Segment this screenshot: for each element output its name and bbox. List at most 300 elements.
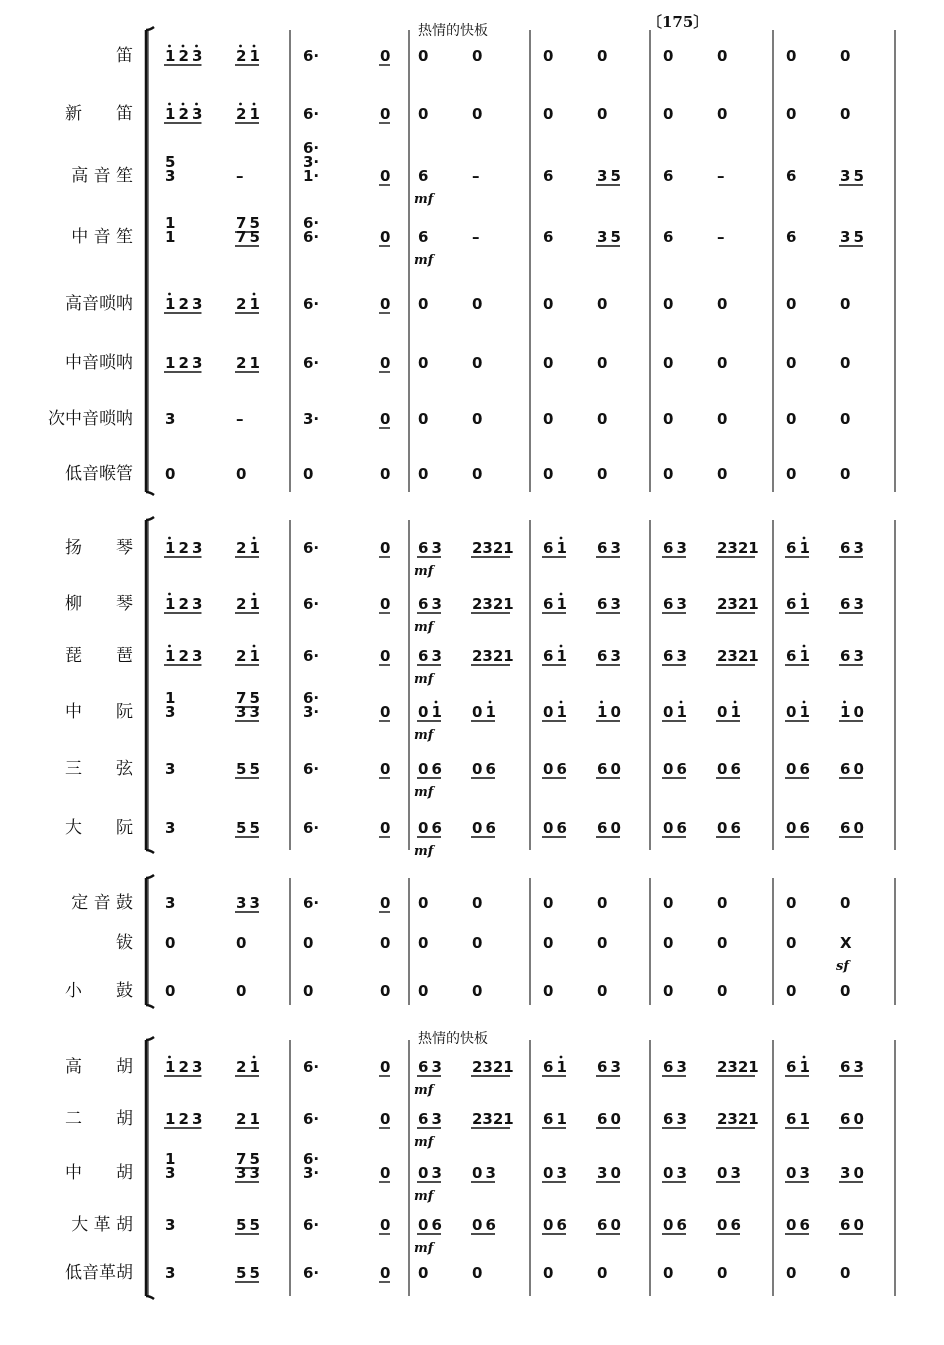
beat xyxy=(471,1164,496,1182)
beamed-notes xyxy=(716,760,741,778)
dynamic-mark: mf xyxy=(414,564,434,579)
beat xyxy=(235,1150,260,1182)
note: 0 xyxy=(840,295,851,313)
beat xyxy=(840,47,850,65)
beat xyxy=(235,760,260,778)
beat xyxy=(379,647,390,665)
note: 6 xyxy=(597,819,608,837)
beamed-notes xyxy=(596,228,621,246)
beamed-notes xyxy=(785,1056,810,1076)
note: 3 xyxy=(597,167,608,185)
beat xyxy=(471,760,496,778)
beat xyxy=(235,894,260,912)
note: 0 xyxy=(786,354,797,372)
beat xyxy=(418,228,428,246)
beamed-notes xyxy=(235,228,260,246)
note: 1 xyxy=(799,1110,810,1128)
note: 0 xyxy=(380,982,391,1000)
beat xyxy=(303,1264,319,1282)
note: 6 xyxy=(840,819,851,837)
note: 5 xyxy=(249,1150,260,1168)
note: 3 xyxy=(165,703,176,721)
note: 6 xyxy=(663,1110,674,1128)
note: 6 xyxy=(418,1058,429,1076)
dynamic-mark: mf xyxy=(414,672,434,687)
beamed-notes xyxy=(785,701,810,721)
note: 3 xyxy=(597,1164,608,1182)
note: 0 xyxy=(380,819,391,837)
note: 5 xyxy=(249,1264,260,1282)
beat xyxy=(165,1216,175,1234)
note: 0 xyxy=(786,934,797,952)
beamed-notes xyxy=(662,1058,687,1076)
note: 3 xyxy=(249,1164,260,1182)
note: 3 xyxy=(485,1164,496,1182)
note: 6 xyxy=(786,1058,797,1076)
instrument-label: 琵 琶 xyxy=(65,646,133,666)
note: 6 xyxy=(597,539,608,557)
beamed-notes xyxy=(662,1216,687,1234)
beat xyxy=(840,105,850,123)
beat xyxy=(418,105,428,123)
note: 5 xyxy=(165,153,176,171)
sustain-dash: – xyxy=(717,228,725,246)
note: 0 xyxy=(610,760,621,778)
note: 2 xyxy=(236,295,247,313)
beat xyxy=(471,701,496,721)
beat xyxy=(303,819,319,837)
dynamic-mark: mf xyxy=(414,1189,434,1204)
note: 6· xyxy=(303,647,320,665)
high-octave-dot xyxy=(560,645,563,648)
note: 1 xyxy=(249,539,260,557)
note: 0 xyxy=(786,1164,797,1182)
high-octave-dot xyxy=(253,593,256,596)
note: 0 xyxy=(610,819,621,837)
note: 3 xyxy=(431,1164,442,1182)
note: 0 xyxy=(786,819,797,837)
note: 1 xyxy=(249,595,260,613)
beat xyxy=(164,1110,202,1128)
note: 3 xyxy=(799,1164,810,1182)
beat xyxy=(839,1058,864,1076)
note: 2 xyxy=(178,105,189,123)
beat xyxy=(839,1110,864,1128)
beamed-notes xyxy=(235,593,260,613)
note: 3 xyxy=(192,105,203,123)
beat xyxy=(165,760,175,778)
note: 0 xyxy=(380,1264,391,1282)
note: 0 xyxy=(472,760,483,778)
beat xyxy=(597,295,607,313)
beat xyxy=(662,539,687,557)
beat xyxy=(165,819,175,837)
note: 6 xyxy=(840,1110,851,1128)
note: 1 xyxy=(556,1058,567,1076)
note: 0 xyxy=(840,465,851,483)
beat xyxy=(542,760,567,778)
note: 6 xyxy=(786,1110,797,1128)
beamed-notes xyxy=(417,701,442,721)
beat xyxy=(165,1264,175,1282)
note: 6· xyxy=(303,354,320,372)
note: 0 xyxy=(543,410,554,428)
note: 0 xyxy=(853,703,864,721)
note: 3 xyxy=(236,894,247,912)
beat xyxy=(165,214,175,246)
beat xyxy=(596,595,621,613)
note: 6 xyxy=(786,595,797,613)
beat xyxy=(165,689,175,721)
staff-row xyxy=(164,645,864,687)
beat xyxy=(716,819,741,837)
beat xyxy=(786,167,796,185)
note: 0 xyxy=(663,934,674,952)
note: 5 xyxy=(249,228,260,246)
note: 0 xyxy=(543,1164,554,1182)
beat xyxy=(717,105,727,123)
beat xyxy=(717,1264,727,1282)
note: 6 xyxy=(543,595,554,613)
note: 6 xyxy=(840,1216,851,1234)
note: 3 xyxy=(610,595,621,613)
note: 6 xyxy=(663,1058,674,1076)
note: 2321 xyxy=(717,595,759,613)
beat xyxy=(164,1056,202,1076)
beat xyxy=(597,1264,607,1282)
note: 0 xyxy=(380,1164,391,1182)
beat xyxy=(235,819,260,837)
beamed-notes xyxy=(164,45,202,65)
beamed-notes xyxy=(662,539,687,557)
note: 6 xyxy=(730,819,741,837)
beamed-notes xyxy=(235,1164,260,1182)
beamed-notes xyxy=(417,1058,442,1076)
note: 1 xyxy=(597,703,608,721)
beamed-notes xyxy=(839,760,864,778)
beamed-notes xyxy=(164,1056,202,1076)
beat xyxy=(596,760,621,778)
instrument-label: 低音喉管 xyxy=(65,464,133,484)
note: 6 xyxy=(597,1110,608,1128)
beamed-notes xyxy=(785,593,810,613)
note: 0 xyxy=(418,982,429,1000)
note: 6 xyxy=(799,1216,810,1234)
note: 6 xyxy=(786,167,797,185)
note: 0 xyxy=(717,105,728,123)
beat xyxy=(596,1110,621,1128)
note: 3· xyxy=(303,153,320,171)
note: 6· xyxy=(303,595,320,613)
note: 2 xyxy=(178,539,189,557)
instrument-label: 小 鼓 xyxy=(65,981,133,1001)
note: 6 xyxy=(840,760,851,778)
beat xyxy=(235,689,260,721)
note: 0 xyxy=(840,1264,851,1282)
note: 6· xyxy=(303,47,320,65)
high-octave-dot xyxy=(253,293,256,296)
beat xyxy=(379,228,390,246)
beat xyxy=(471,539,514,557)
beat xyxy=(840,465,850,483)
beat xyxy=(164,645,202,665)
note: 0 xyxy=(853,1216,864,1234)
high-octave-dot xyxy=(168,537,171,540)
note: 0 xyxy=(543,1264,554,1282)
note: 6· xyxy=(303,689,320,707)
beat xyxy=(543,167,553,185)
beat xyxy=(379,595,390,613)
note: 0 xyxy=(597,354,608,372)
note: 7 xyxy=(236,228,247,246)
beamed-notes xyxy=(839,819,864,837)
note: 1 xyxy=(431,703,442,721)
note: 6 xyxy=(786,647,797,665)
beat xyxy=(840,982,850,1000)
note: 1 xyxy=(165,214,176,232)
note: 0 xyxy=(597,465,608,483)
beat xyxy=(663,410,673,428)
beat xyxy=(597,354,607,372)
note: 0 xyxy=(380,894,391,912)
note: 1 xyxy=(165,647,176,665)
beat xyxy=(379,47,390,65)
note: 1 xyxy=(799,647,810,665)
note: 2 xyxy=(178,647,189,665)
note: 0 xyxy=(663,1164,674,1182)
beamed-notes xyxy=(785,1164,810,1182)
note: 0 xyxy=(380,167,391,185)
beat xyxy=(597,465,607,483)
beamed-notes xyxy=(471,1164,496,1182)
note: 1 xyxy=(165,595,176,613)
beat xyxy=(542,645,567,665)
note: 6 xyxy=(840,1058,851,1076)
note: 0 xyxy=(472,465,483,483)
beat xyxy=(379,894,390,912)
tempo-mark-bowed: 热情的快板 xyxy=(418,1031,488,1047)
beamed-notes xyxy=(596,595,621,613)
staff-row xyxy=(165,214,864,268)
note: 1 xyxy=(165,689,176,707)
note: 5 xyxy=(853,228,864,246)
beat xyxy=(542,701,567,721)
note: 6 xyxy=(597,760,608,778)
staff-row xyxy=(164,293,850,313)
beamed-notes xyxy=(542,701,567,721)
beamed-notes xyxy=(235,1264,260,1282)
note: 0 xyxy=(380,465,391,483)
note: 5 xyxy=(249,689,260,707)
note: 0 xyxy=(786,1264,797,1282)
beat xyxy=(662,1110,687,1128)
beat xyxy=(164,537,202,557)
beat xyxy=(165,934,175,952)
dynamic-mark: mf xyxy=(414,1241,434,1256)
beamed-notes xyxy=(542,1216,567,1234)
beamed-notes xyxy=(716,1058,759,1076)
beat xyxy=(379,1264,390,1282)
beat xyxy=(663,105,673,123)
note: 0 xyxy=(597,410,608,428)
beamed-notes xyxy=(839,647,864,665)
note: 0 xyxy=(303,934,314,952)
high-octave-dot xyxy=(843,701,846,704)
beat xyxy=(785,645,810,665)
beat xyxy=(543,354,553,372)
beamed-notes xyxy=(417,1164,442,1182)
note: 0 xyxy=(303,465,314,483)
note-content xyxy=(164,45,864,1282)
note: 6· xyxy=(303,105,320,123)
beat xyxy=(716,760,741,778)
note: 1 xyxy=(556,595,567,613)
note: 6· xyxy=(303,1150,320,1168)
note: 0 xyxy=(543,982,554,1000)
high-octave-dot xyxy=(435,701,438,704)
beat xyxy=(786,105,796,123)
note: 3 xyxy=(840,167,851,185)
sustain-dash: – xyxy=(472,228,480,246)
beat xyxy=(165,982,175,1000)
note: 0 xyxy=(418,1164,429,1182)
note: 0 xyxy=(165,934,176,952)
note: 0 xyxy=(543,894,554,912)
staff-row xyxy=(165,982,850,1000)
beat xyxy=(379,1058,390,1076)
high-octave-dot xyxy=(195,103,198,106)
beat xyxy=(379,1110,390,1128)
beat xyxy=(303,410,319,428)
note: 0 xyxy=(472,703,483,721)
beamed-notes xyxy=(417,1216,442,1234)
note: 0 xyxy=(840,105,851,123)
beat xyxy=(379,819,390,837)
note: 0 xyxy=(165,465,176,483)
note: 0 xyxy=(472,982,483,1000)
note: 6 xyxy=(597,595,608,613)
staff-row xyxy=(165,410,850,428)
note: 0 xyxy=(840,410,851,428)
beat xyxy=(303,539,319,557)
beamed-notes xyxy=(596,539,621,557)
beamed-notes xyxy=(417,819,442,837)
instrument-label: 中音唢呐 xyxy=(65,353,133,373)
group-bracket xyxy=(146,517,154,853)
note: 3 xyxy=(853,1058,864,1076)
beat xyxy=(839,819,864,837)
beat xyxy=(235,293,260,313)
beat xyxy=(662,1058,687,1076)
note: 3· xyxy=(303,1164,320,1182)
beat xyxy=(235,645,260,665)
note: 0 xyxy=(418,819,429,837)
beat xyxy=(839,647,864,665)
beamed-notes xyxy=(235,894,260,912)
beat xyxy=(303,1058,319,1076)
note: 0 xyxy=(597,982,608,1000)
staff-row xyxy=(164,1056,864,1098)
beamed-notes xyxy=(839,539,864,557)
note: 0 xyxy=(717,1264,728,1282)
beamed-notes xyxy=(839,701,864,721)
high-octave-dot xyxy=(803,701,806,704)
staff-row xyxy=(165,1150,864,1204)
beat xyxy=(596,701,621,721)
note: 1 xyxy=(249,295,260,313)
instrument-label: 中 阮 xyxy=(65,702,133,722)
beat xyxy=(303,1110,319,1128)
staff-row xyxy=(164,354,850,372)
high-octave-dot xyxy=(803,537,806,540)
beat xyxy=(543,934,553,952)
note: 6· xyxy=(303,760,320,778)
high-octave-dot xyxy=(168,1056,171,1059)
note: 0 xyxy=(380,47,391,65)
beat xyxy=(786,982,796,1000)
note: 6· xyxy=(303,819,320,837)
note: 1 xyxy=(799,1058,810,1076)
beat xyxy=(716,1110,759,1128)
beat xyxy=(840,410,850,428)
note: 3 xyxy=(730,1164,741,1182)
note: 6 xyxy=(730,760,741,778)
instrument-label: 大 革 胡 xyxy=(71,1215,133,1235)
note: 6· xyxy=(303,539,320,557)
note: 1 xyxy=(840,703,851,721)
note: 6 xyxy=(418,167,429,185)
note: 0 xyxy=(663,703,674,721)
beat xyxy=(717,894,727,912)
sustain-dash: – xyxy=(236,410,244,428)
beat xyxy=(543,982,553,1000)
note: 6 xyxy=(543,1058,554,1076)
instrument-label: 高 胡 xyxy=(65,1057,133,1077)
beat xyxy=(786,1264,796,1282)
beat xyxy=(472,295,482,313)
note: 0 xyxy=(597,1264,608,1282)
note: 0 xyxy=(472,105,483,123)
note: 0 xyxy=(853,760,864,778)
note: 1 xyxy=(799,539,810,557)
note: 3 xyxy=(676,1058,687,1076)
note: 1 xyxy=(249,105,260,123)
note: 6· xyxy=(303,894,320,912)
beat xyxy=(717,47,727,65)
note: 6 xyxy=(799,760,810,778)
note: 1 xyxy=(249,47,260,65)
beat xyxy=(418,1264,428,1282)
note: 3 xyxy=(165,1264,176,1282)
beat xyxy=(471,595,514,613)
note: 1 xyxy=(165,1058,176,1076)
staff-row xyxy=(164,45,850,65)
beat xyxy=(840,354,850,372)
beat xyxy=(303,295,319,313)
note: 2 xyxy=(178,1110,189,1128)
note: 0 xyxy=(472,410,483,428)
note: 0 xyxy=(418,105,429,123)
note: 3 xyxy=(192,1110,203,1128)
beat xyxy=(717,410,727,428)
beat xyxy=(663,894,673,912)
note: 3 xyxy=(431,647,442,665)
beamed-notes xyxy=(785,819,810,837)
note: 3 xyxy=(192,295,203,313)
beat xyxy=(418,167,428,185)
beat xyxy=(839,595,864,613)
beamed-notes xyxy=(839,1164,864,1182)
